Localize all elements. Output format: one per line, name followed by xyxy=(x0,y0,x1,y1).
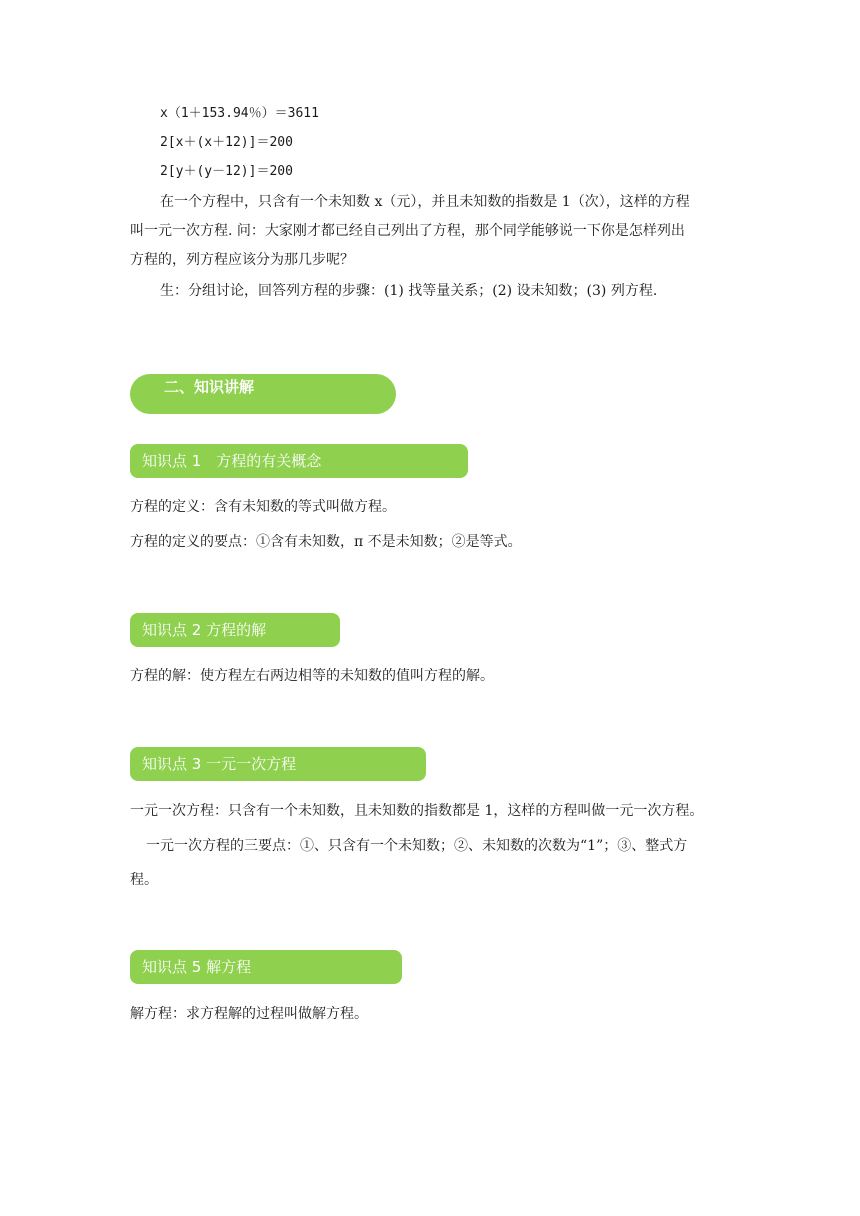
equation-2: 2[x＋(x＋12)]＝200 xyxy=(160,135,293,150)
kp3-line-2: 一元一次方程的三要点：①、只含有一个未知数；②、未知数的次数为“1”；③、整式方 xyxy=(146,838,688,854)
paragraph-2: 生：分组讨论，回答列方程的步骤：(1) 找等量关系；(2) 设未知数；(3) 列方程. xyxy=(160,283,658,299)
paragraph-1-line-2: 叫一元一次方程. 问：大家刚才都已经自己列出了方程，那个同学能够说一下你是怎样列出 xyxy=(130,223,685,239)
kp2-line-1: 方程的解：使方程左右两边相等的未知数的值叫方程的解。 xyxy=(130,668,494,684)
kp3-line-1: 一元一次方程：只含有一个未知数，且未知数的指数都是 1，这样的方程叫做一元一次方程。 xyxy=(130,803,704,819)
kp1-line-2: 方程的定义的要点：①含有未知数，π 不是未知数；②是等式。 xyxy=(130,534,522,550)
kp5-line-1: 解方程：求方程解的过程叫做解方程。 xyxy=(130,1006,368,1022)
kp1-banner: 知识点 1 方程的有关概念 xyxy=(130,444,468,478)
paragraph-1-line-1: 在一个方程中，只含有一个未知数 x（元），并且未知数的指数是 1（次），这样的方程 xyxy=(160,194,690,210)
equation-3: 2[y＋(y－12)]＝200 xyxy=(160,164,293,179)
equation-1: x（1＋153.94％）＝3611 xyxy=(160,106,319,121)
kp3-banner: 知识点 3 一元一次方程 xyxy=(130,747,426,781)
section-heading-knowledge: 二、知识讲解 xyxy=(130,374,396,414)
kp1-line-1: 方程的定义：含有未知数的等式叫做方程。 xyxy=(130,499,396,515)
kp2-banner: 知识点 2 方程的解 xyxy=(130,613,340,647)
kp5-banner: 知识点 5 解方程 xyxy=(130,950,402,984)
kp3-line-3: 程。 xyxy=(130,872,158,888)
paragraph-1-line-3: 方程的，列方程应该分为那几步呢？ xyxy=(130,252,354,268)
